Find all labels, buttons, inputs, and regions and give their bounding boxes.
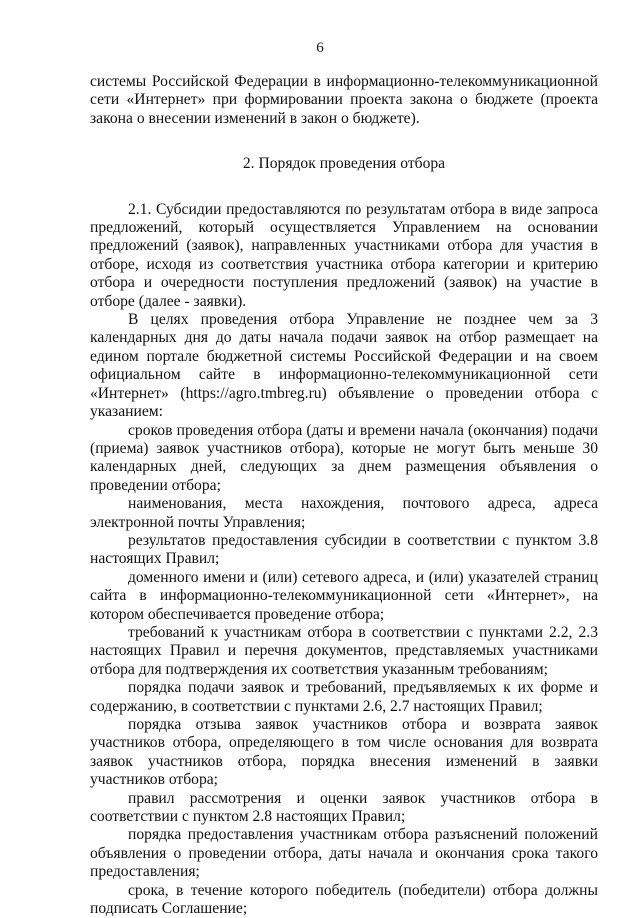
list-item: результатов предоставления субсидии в соответствии с пунктом 3.8 настоящих Правил; [90, 531, 598, 568]
paragraph: системы Российской Федерации в информационно-телекоммуникационной сети «Интернет» при формировании проекта закона о бюджете (проекта закона о внесении изменений в закон о бюджете). [90, 73, 598, 127]
list-item: порядка предоставления участникам отбора разъяснений положений объявления о проведении отбора, даты начала и окончания срока такого предоставления; [90, 826, 598, 881]
list-item: правил рассмотрения и оценки заявок участников отбора в соответствии с пунктом 2.8 настоящих Правил; [90, 789, 598, 826]
list-item: наименования, места нахождения, почтового адреса, адреса электронной почты Управления; [90, 495, 598, 531]
list-item: порядка отзыва заявок участников отбора и возврата заявок участников отбора, определяющего в том числе основания для возврата заявок участников отбора, порядка внесения изменений в заявки участников отбора; [90, 716, 598, 789]
section-heading: 2. Порядок проведения отбора [242, 155, 446, 173]
list-item: требований к участникам отбора в соответствии с пунктами 2.2, 2.3 настоящих Правил и перечня документов, представляемых участниками отбора для подтверждения их соответствия указанным требованиям; [90, 623, 598, 678]
list-item: сроков проведения отбора (даты и времени начала (окончания) подачи (приема) заявок участников отбора), которые не могут быть меньше 30 календарных дней, следующих за днем размещения объявления о проведении отбора; [90, 421, 598, 494]
page-number: 6 [316, 40, 324, 56]
paragraph: В целях проведения отбора Управление не позднее чем за 3 календарных дня до даты начала подачи заявок на отбор размещает на едином портале бюджетной системы Российской Федерации и на своем официальном сайте в информационно-телекоммуникационной сети «Интернет» (https://agro.tmbreg.ru) объявление о проведении отбора с указанием: [90, 311, 598, 421]
list-item: доменного имени и (или) сетевого адреса, и (или) указателей страниц сайта в информационно-телекоммуникационной сети «Интернет», на котором обеспечивается проведение отбора; [90, 568, 598, 623]
list-item: порядка подачи заявок и требований, предъявляемых к их форме и содержанию, в соответствии с пунктами 2.6, 2.7 настоящих Правил; [90, 679, 598, 715]
list-item: срока, в течение которого победитель (победители) отбора должны подписать Соглашение; [90, 881, 598, 918]
paragraph: 2.1. Субсидии предоставляются по результатам отбора в виде запроса предложений, который осуществляется Управлением на основании предложений (заявок), направленных участниками отбора для участия в отборе, исходя из соответствия участника отбора категории и критерию отбора и очередности поступления предложений (заявок) на участие в отборе (далее - заявки). [90, 200, 598, 310]
document-body [90, 73, 598, 918]
